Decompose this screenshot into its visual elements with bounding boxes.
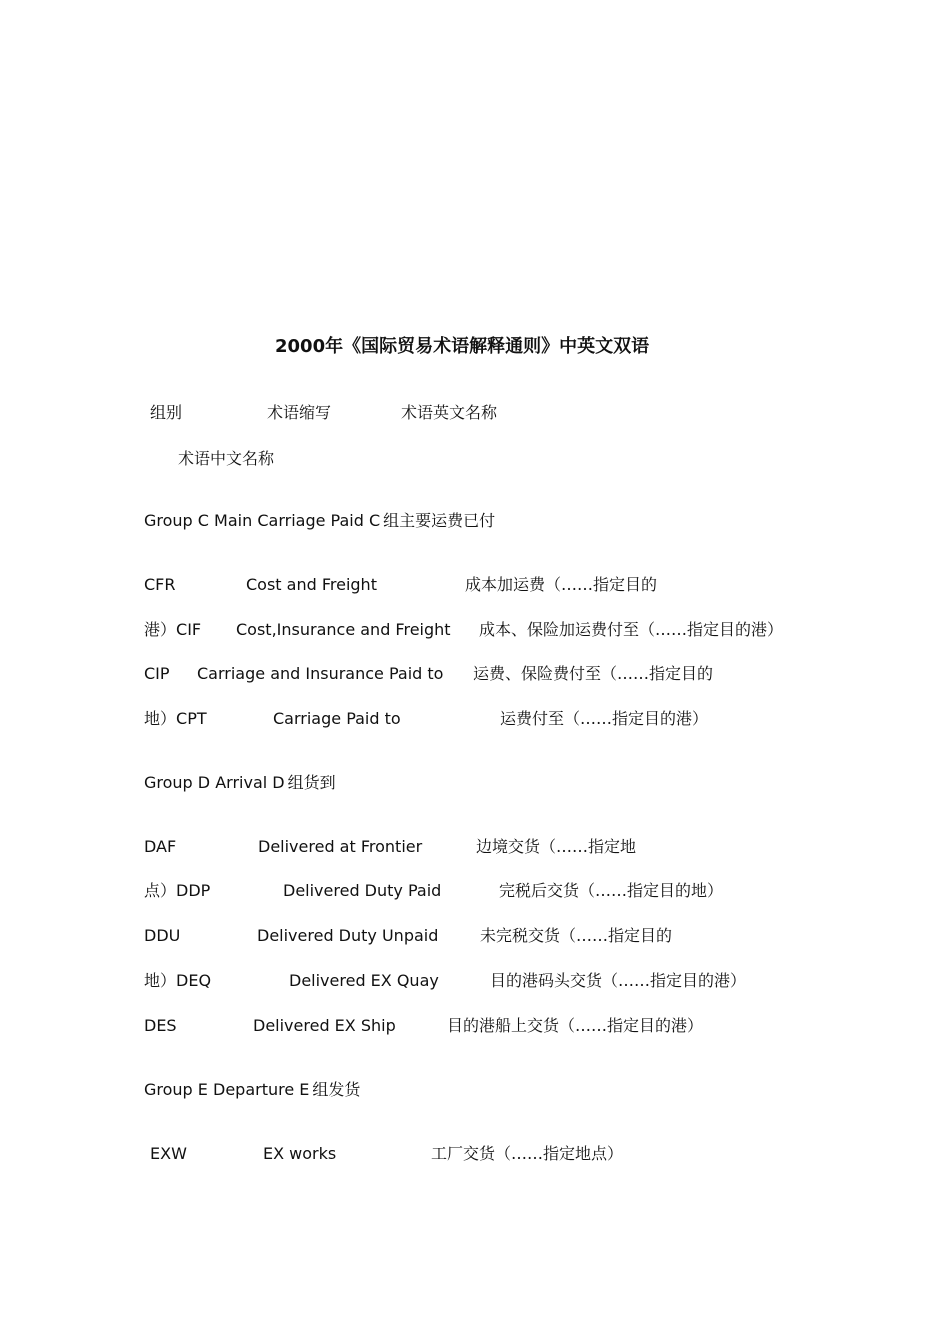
group-d-heading [144,773,336,793]
term-cn-name: 运费、保险费付至（……指定目的 [473,664,714,683]
term-row [144,971,211,991]
header-abbr: 术语缩写 [267,403,332,422]
term-en-name: Carriage and Insurance Paid to [197,664,444,683]
term-en-name: Delivered at Frontier [258,837,423,856]
group-e-heading-en: Group E Departure E [144,1080,310,1099]
term-cn-name: 成本、保险加运费付至（……指定目的港） [479,620,784,639]
header-cn-name: 术语中文名称 [178,449,275,468]
term-code: CIF [176,620,202,639]
term-cn-name: 完税后交货（……指定目的地） [499,881,724,900]
term-cn-name: 目的港码头交货（……指定目的港） [490,971,747,990]
group-c-heading-cn: 组主要运费已付 [383,511,496,530]
term-row [144,620,201,640]
term-en-name: Delivered Duty Unpaid [257,926,439,945]
term-cn-name: 运费付至（……指定目的港） [500,709,709,728]
term-prefix: 地） [144,971,177,990]
term-en-name: Carriage Paid to [273,709,401,728]
term-code: CIP [144,664,170,683]
term-cn-name: 工厂交货（……指定地点） [431,1144,624,1163]
term-code: DAF [144,837,177,856]
term-prefix: 点） [144,881,177,900]
term-row [144,709,207,729]
term-row [144,881,210,901]
group-d-heading-cn: 组货到 [287,773,336,792]
group-e-heading-cn: 组发货 [312,1080,361,1099]
term-cn-name: 目的港船上交货（……指定目的港） [447,1016,704,1035]
term-en-name: Cost and Freight [246,575,377,594]
group-d-heading-en: Group D Arrival D [144,773,285,792]
header-en-name: 术语英文名称 [401,403,498,422]
term-en-name: Delivered EX Ship [253,1016,396,1035]
term-code: DDP [176,881,211,900]
term-en-name: EX works [263,1144,337,1163]
term-en-name: Delivered EX Quay [289,971,439,990]
term-en-name: Cost,Insurance and Freight [236,620,451,639]
term-code: DEQ [176,971,212,990]
term-cn-name: 未完税交货（……指定目的 [480,926,673,945]
term-code: EXW [150,1144,187,1163]
term-en-name: Delivered Duty Paid [283,881,442,900]
term-code: DDU [144,926,181,945]
document-title: 2000年《国际贸易术语解释通则》中英文双语 [275,336,650,357]
group-c-heading-en: Group C Main Carriage Paid C [144,511,381,530]
term-cn-name: 边境交货（……指定地 [476,837,637,856]
term-prefix: 地） [144,709,177,728]
header-group: 组别 [150,403,183,422]
term-prefix: 港） [144,620,177,639]
term-code: CPT [176,709,207,728]
term-cn-name: 成本加运费（……指定目的 [465,575,658,594]
term-code: DES [144,1016,177,1035]
group-e-heading [144,1080,360,1100]
group-c-heading [144,511,495,531]
term-code: CFR [144,575,176,594]
